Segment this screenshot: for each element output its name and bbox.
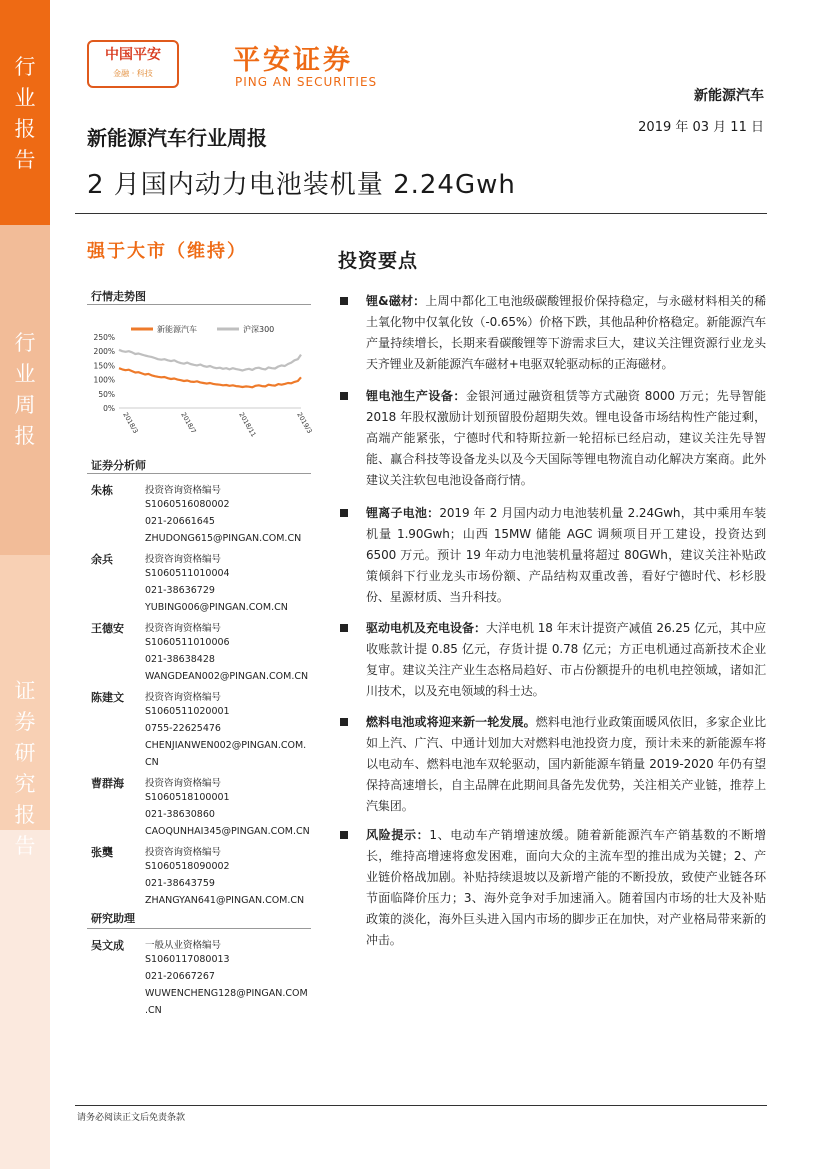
side-label-securities-research: 证 券 研 究 报 告	[14, 679, 36, 858]
analyst-email: WUWENCHENG128@PINGAN.COM	[145, 988, 308, 999]
bullet-body: 上周中都化工电池级碳酸锂报价保持稳定，与永磁材料相关的稀土氧化物中仅氧化钕（-0.65%）价格下跌，其他品种价格稳定。新能源汽车产量持续增长，长期来看碳酸锂等下游需求巨大，建议关注锂资源行业龙头天齐锂业及新能源汽车磁材+电驱双轮驱动标的正海磁材。	[366, 294, 767, 371]
bullet-risk-warning	[366, 825, 766, 951]
analyst-detail: S1060518100001	[145, 792, 230, 803]
pingan-logo-slogan: 金融 · 科技	[113, 69, 153, 78]
analyst-detail: 投资咨询资格编号	[145, 778, 222, 789]
rating-label: 强于大市（维持）	[87, 241, 247, 262]
analyst-detail: 021-38643759	[145, 878, 215, 889]
analyst-detail: 021-20667267	[145, 971, 215, 982]
analyst-section-title: 证券分析师	[91, 459, 146, 472]
analyst-email: CN	[145, 757, 159, 768]
y-tick-label: 100%	[93, 375, 115, 385]
series-line	[119, 350, 301, 371]
analyst-detail: 021-38630860	[145, 809, 215, 820]
bullet-marker	[340, 509, 348, 517]
analyst-section-divider	[87, 473, 311, 474]
bullet-lead: 锂离子电池：	[366, 506, 440, 520]
report-type-title: 新能源汽车行业周报	[87, 126, 267, 150]
x-tick-label: 2018/3	[121, 411, 140, 435]
bullet-body: 燃料电池行业政策面暖风依旧，多家企业比如上汽、广汽、中通计划加大对燃料电池投资力度，预计未来的新能源车将以电动车、燃料电池车双轮驱动，国内新能源车销量 2019-2020 年仍有望保持高速增长，自主品牌在此期间具备先发优势，关注相关产业链，推荐上汽集团。	[366, 715, 766, 813]
disclaimer-note: 请务必阅读正文后免责条款	[77, 1113, 186, 1123]
market-trend-chart-svg	[87, 305, 314, 445]
analyst-detail: S1060518090002	[145, 861, 230, 872]
analyst-email: YUBING006@PINGAN.COM.CN	[145, 602, 288, 613]
analyst-email: WANGDEAN002@PINGAN.COM.CN	[145, 671, 309, 682]
y-tick-label: 200%	[93, 347, 115, 357]
bullet-lithium-magnet	[366, 291, 766, 375]
bullet-lead: 风险提示：	[366, 828, 430, 842]
analyst-detail: S1060511010004	[145, 568, 230, 579]
market-trend-chart	[87, 305, 314, 449]
x-tick-label: 2019/3	[295, 411, 314, 435]
side-label-industry-report: 行 业 报 告	[14, 55, 36, 172]
brand-name-en: PING AN SECURITIES	[235, 75, 378, 89]
bullet-body: 2019 年 2 月国内动力电池装机量 2.24Gwh，其中乘用车装机量 1.90Gwh；山西 15MW 储能 AGC 调频项目开工建设，投资达到 6500 万元。预计 19 年动力电池装机量将超过 80GWh，建议关注补贴政策倾斜下行业龙头市场份额、产品结构双重改善，看好宁德时代、杉杉股份、星源材质、当升科技。	[366, 506, 766, 604]
report-date: 2019 年 03 月 11 日	[638, 120, 764, 135]
analyst-detail: 021-38638428	[145, 654, 215, 665]
analyst-detail: 投资咨询资格编号	[145, 554, 222, 565]
analyst-name: 张龑	[91, 846, 113, 859]
chart-section-title: 行情走势图	[91, 290, 146, 303]
bullet-battery-equipment	[366, 386, 766, 491]
sector-label: 新能源汽车	[694, 88, 764, 104]
analyst-email: CHENJIANWEN002@PINGAN.COM.	[145, 740, 307, 751]
bullet-motor-charging	[366, 618, 766, 702]
analyst-name: 陈建文	[91, 691, 124, 704]
analyst-email: ZHUDONG615@PINGAN.COM.CN	[145, 533, 302, 544]
y-tick-label: 0%	[103, 404, 115, 413]
analyst-email: ZHANGYAN641@PINGAN.COM.CN	[145, 895, 305, 906]
bullet-marker	[340, 718, 348, 726]
bullet-lead: 锂&磁材：	[366, 294, 426, 308]
bullet-lead: 燃料电池或将迎来新一轮发展。	[366, 715, 536, 729]
bullet-lead: 锂电池生产设备：	[366, 389, 466, 403]
analyst-detail: 021-20661645	[145, 516, 215, 527]
bullet-lead: 驱动电机及充电设备：	[366, 621, 486, 635]
analyst-name: 余兵	[91, 553, 113, 566]
analyst-detail: 一般从业资格编号	[145, 940, 222, 951]
analyst-detail: S1060516080002	[145, 499, 230, 510]
analyst-name: 曹群海	[91, 777, 124, 790]
analyst-detail: S1060117080013	[145, 954, 230, 965]
analyst-detail: S1060511020001	[145, 706, 230, 717]
side-label-weekly: 行 业 周 报	[14, 331, 36, 448]
analyst-detail: 021-38636729	[145, 585, 215, 596]
bullet-fuel-cell	[366, 712, 766, 817]
analyst-detail: 投资咨询资格编号	[145, 623, 222, 634]
analyst-detail: 投资咨询资格编号	[145, 485, 222, 496]
header-divider	[75, 213, 767, 214]
x-tick-label: 2018/7	[179, 411, 198, 435]
analyst-name: 朱栋	[91, 484, 113, 497]
bullet-body: 金银河通过融资租赁等方式融资 8000 万元；先导智能 2018 年股权激励计划预留股份超期失效。锂电设备市场结构性产能过剩，高端产能紧张，宁德时代和特斯拉新一轮招标已经启动，建议关注先导智能、赢合科技等设备龙头以及今天国际等锂电物流自动化解决方案商。此外建议关注软包电池设备商行情。	[366, 389, 766, 487]
brand-name-cn: 平安证券	[233, 45, 353, 76]
bullet-marker	[340, 297, 348, 305]
analyst-detail: 投资咨询资格编号	[145, 692, 222, 703]
legend-label: 新能源汽车	[157, 325, 197, 334]
y-tick-label: 150%	[93, 361, 115, 371]
assistant-section-title: 研究助理	[91, 912, 135, 925]
analyst-name: 吴文成	[91, 939, 124, 952]
bullet-lithium-ion-battery	[366, 503, 766, 608]
y-tick-label: 50%	[98, 389, 115, 399]
assistant-section-divider	[87, 928, 311, 929]
pingan-logo: 中国平安	[105, 47, 161, 63]
analyst-detail: S1060511010006	[145, 637, 230, 648]
bullet-marker	[340, 624, 348, 632]
report-headline: 2 月国内动力电池装机量 2.24Gwh	[87, 170, 516, 200]
x-tick-label: 2018/11	[237, 411, 258, 439]
bullet-marker	[340, 392, 348, 400]
analyst-name: 王德安	[91, 622, 124, 635]
bullet-body: 大洋电机 18 年末计提资产减值 26.25 亿元，其中应收账款计提 0.85 亿元，存货计提 0.78 亿元；方正电机通过高新技术企业复审。建议关注产业生态格局趋好、市占份额提升的电机电控领域，诸如汇川技术，以及充电领域的科士达。	[366, 621, 766, 698]
side-band	[0, 0, 50, 1169]
bullet-body: 1、电动车产销增速放缓。随着新能源汽车产销基数的不断增长，维持高增速将愈发困难，面向大众的主流车型的推出成为关键；2、产业链价格战加剧。补贴持续退坡以及新增产能的不断投放，致使产业链各环节面临降价压力；3、海外竞争对手加速涌入。随着国内市场的壮大及补贴政策的淡化，海外巨头进入国内市场的脚步正在加快，对产业格局带来新的冲击。	[366, 828, 766, 947]
investment-highlights-title: 投资要点	[338, 250, 419, 272]
analyst-detail: 0755-22625476	[145, 723, 221, 734]
footer-divider	[75, 1105, 767, 1106]
analyst-detail: 投资咨询资格编号	[145, 847, 222, 858]
series-line	[119, 368, 301, 387]
legend-label: 沪深300	[243, 325, 275, 334]
y-tick-label: 250%	[93, 333, 115, 342]
bullet-marker	[340, 831, 348, 839]
analyst-email: CAOQUNHAI345@PINGAN.COM.CN	[145, 826, 310, 837]
analyst-email: .CN	[145, 1005, 162, 1016]
